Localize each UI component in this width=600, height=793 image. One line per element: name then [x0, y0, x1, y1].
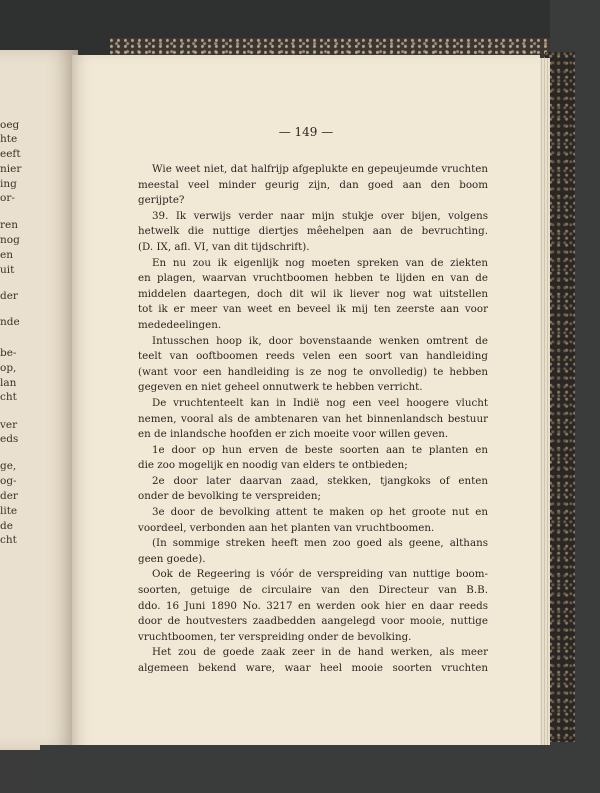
left-page-fragment: nog	[0, 234, 20, 246]
text-line: mededeelingen.	[138, 318, 222, 331]
left-page-fragment: lan	[0, 377, 17, 389]
left-page-fragment: be-	[0, 347, 17, 359]
text-line: voordeel, verbonden aan het planten van vruchtboomen.	[138, 521, 435, 534]
background-bottom	[40, 745, 580, 793]
text-line: gegeven en niet geheel onnutwerk te hebben verricht.	[138, 381, 423, 394]
left-page-fragment: ren	[0, 219, 18, 231]
text-line: 1e door op hun erven de beste soorten aan te planten en	[152, 443, 488, 456]
text-line: 2e door later daarvan zaad, stekken, tjangkoks of enten	[152, 474, 488, 487]
text-line: en de inlandsche hoofden er zich moeite voor willen geven.	[138, 428, 449, 441]
text-line: ddo. 16 Juni 1890 No. 3217 en werden ook hier en daar reeds	[138, 599, 488, 612]
text-line: nemen, vooral als de ambtenaren van het binnenlandsch bestuur	[138, 412, 488, 425]
left-page-fragment: en	[0, 249, 13, 261]
text-line: 39. Ik verwijs verder naar mijn stukje over bijen, volgens	[152, 209, 488, 222]
text-line: middelen daartegen, doch dit wil ik liever nog wat uitstellen	[138, 287, 488, 300]
text-line: teelt van ooftboomen reeds velen een soort van handleiding	[138, 350, 488, 363]
text-line: Intusschen hoop ik, door bovenstaande wenken omtrent de	[152, 334, 488, 347]
text-line: vruchtboomen, ter verspreiding onder de bevolking.	[138, 630, 412, 643]
text-line: En nu zou ik eigenlijk nog moeten spreken van de ziekten	[152, 256, 488, 269]
text-line: Ook de Regeering is vóór de verspreiding van nuttige boom-	[152, 568, 488, 581]
left-page-fragment: der	[0, 490, 18, 502]
left-page-fragment: de	[0, 520, 13, 532]
body-text	[138, 162, 488, 677]
text-line: geen goede).	[138, 552, 206, 565]
text-line: onder de bevolking te verspreiden;	[138, 490, 322, 503]
left-page-fragment: eeft	[0, 148, 21, 160]
text-line: soorten, getuige de circulaire van den Directeur van B.B.	[138, 584, 488, 597]
text-line: algemeen bekend ware, waar heel mooie soorten vruchten	[138, 662, 488, 674]
left-page-fragment: ge,	[0, 460, 17, 472]
left-page-fragment: or-	[0, 192, 15, 204]
left-page-fragment: hte	[0, 133, 18, 145]
left-page-fragment: eds	[0, 433, 19, 445]
left-page-fragment: op,	[0, 362, 17, 374]
text-line: tot ik er meer van weet en beveel ik mij ten zeerste aan voor	[138, 303, 488, 316]
main-page	[72, 55, 540, 755]
left-page	[0, 50, 78, 750]
text-line: 3e door de bevolking attent te maken op het groote nut en	[152, 506, 488, 519]
left-page-fragment: cht	[0, 534, 17, 546]
left-page-fragment: lite	[0, 505, 18, 517]
left-page-fragment: nde	[0, 316, 20, 328]
left-page-fragment: og-	[0, 475, 17, 487]
left-page-fragment: der	[0, 290, 18, 302]
text-line: en plagen, waarvan vruchtboomen hebben te lijden en van de	[138, 272, 488, 285]
text-line: Wie weet niet, dat halfrijp afgeplukte en gepeujeumde vruchten	[152, 163, 488, 175]
left-page-fragment: ver	[0, 419, 18, 431]
page-number: — 149 —	[278, 125, 334, 139]
text-line: die zoo mogelijk en noodig van elders te ontbieden;	[138, 459, 408, 472]
text-line: hetwelk die nuttige diertjes mêehelpen aan de bevruchting.	[138, 225, 488, 238]
left-page-fragment: uit	[0, 264, 15, 276]
left-page-fragment: cht	[0, 391, 17, 403]
text-line: (In sommige streken heeft men zoo goed als geene, althans	[152, 537, 488, 550]
text-line: door de houtvesters zaadbedden aangelegd voor mooie, nuttige	[138, 615, 488, 628]
left-page-fragment: ing	[0, 178, 17, 190]
text-line: Het zou de goede zaak zeer in de hand werken, als meer	[152, 646, 488, 659]
text-line: (want voor een handleiding is ze nog te onvolledig) te hebben	[138, 365, 488, 378]
text-line: De vruchtenteelt kan in Indië nog een veel hoogere vlucht	[152, 396, 488, 409]
left-page-fragment: oeg	[0, 119, 20, 131]
text-line: meestal veel minder geurig zijn, dan goed aan den boom	[138, 178, 488, 191]
left-page-fragment: nier	[0, 163, 22, 175]
text-line: (D. IX, afl. VI, van dit tijdschrift).	[138, 240, 310, 253]
text-line: gerijpte?	[138, 194, 185, 207]
